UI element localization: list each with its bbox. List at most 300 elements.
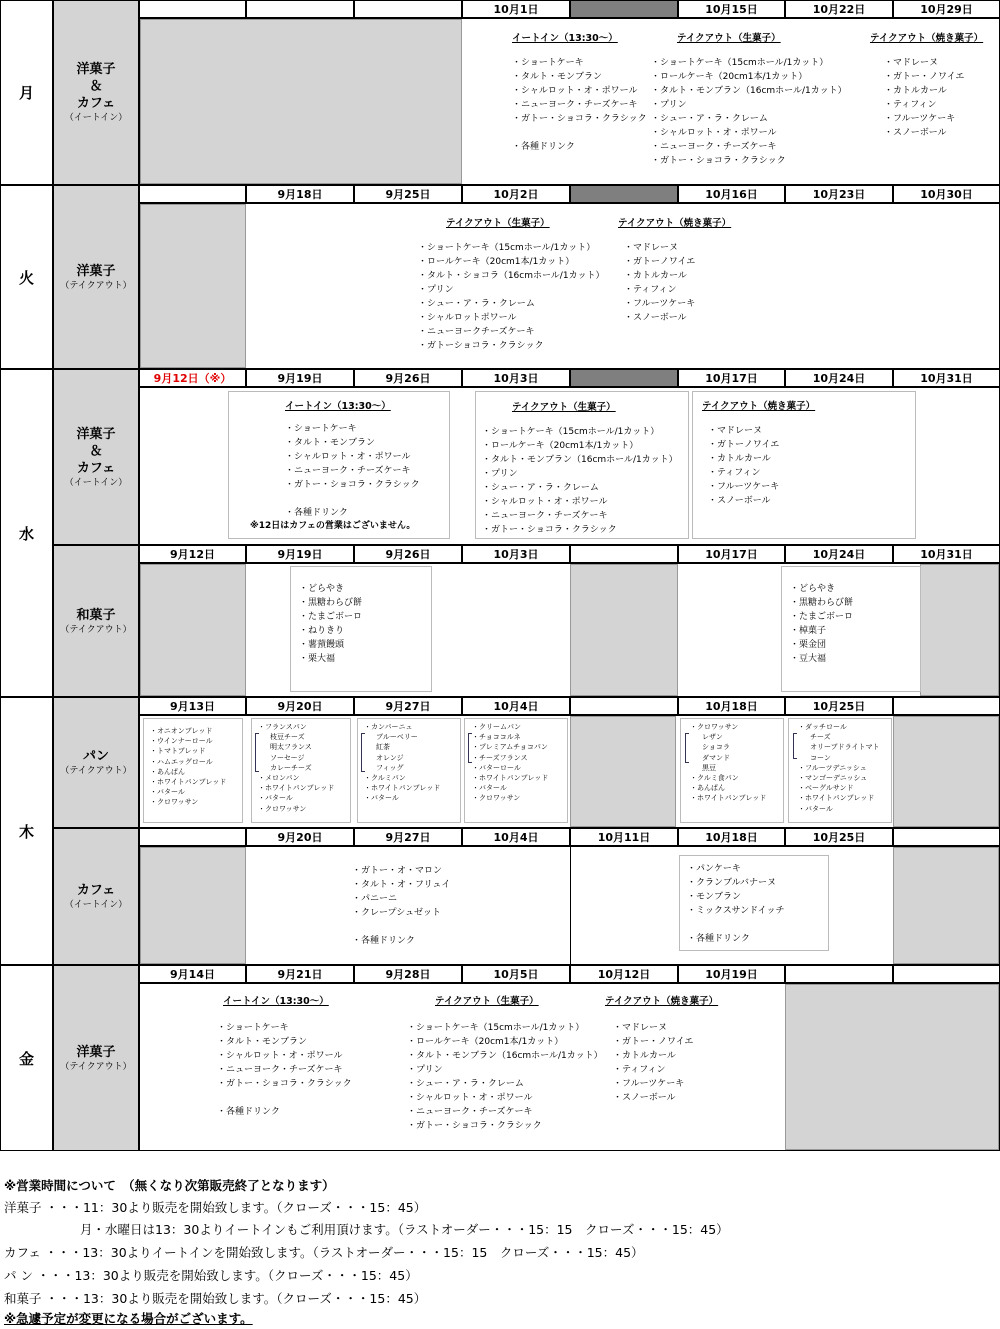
day-friday <box>0 965 53 1151</box>
list-item: ・ニューヨークチーズケーキ <box>418 327 535 337</box>
list-item: ・スノーボール <box>613 1093 676 1103</box>
category-tue <box>53 185 139 369</box>
list-item: ・クロワッサン <box>472 794 521 803</box>
list-item: ・オニオンブレッド <box>150 727 213 735</box>
list-item: ・各種ドリンク <box>687 934 750 944</box>
menu-list <box>217 1021 352 1119</box>
list-item: ・カトルカール <box>884 86 947 96</box>
date-header-cell: 10月17日 <box>678 545 785 563</box>
list-item: ・シャルロットポワール <box>418 313 517 323</box>
day-tuesday <box>0 185 53 369</box>
category-name: カフェ <box>76 883 116 898</box>
list-item: ・プリン <box>407 1065 443 1075</box>
mon-fresh <box>651 30 847 168</box>
list-item: ・ホワイトパンブレッド <box>364 784 441 793</box>
day-monday <box>0 0 53 185</box>
menu-list <box>651 56 847 168</box>
date-header-cell: 9月28日 <box>354 965 462 983</box>
list-item: ・ティフィン <box>613 1065 666 1075</box>
closed-area <box>920 564 999 696</box>
list-item: ・栗大福 <box>299 654 336 664</box>
list-item: ・メロンパン <box>258 774 300 783</box>
section-title: イートイン（13:30～） <box>285 401 391 412</box>
list-item: ・ガトー・ノワイエ <box>613 1037 694 1047</box>
closed-area <box>785 984 999 1150</box>
hours-line-yogashi: 洋菓子 ・・・11：30より販売を開始致します。（クローズ・・・15：45） <box>4 1200 427 1215</box>
bread-list <box>472 722 548 804</box>
section-title: テイクアウト（生菓子） <box>677 33 781 44</box>
category-amp: ＆ <box>89 443 103 459</box>
list-item: ・タルト・モンブラン（16cmホール/1カット） <box>651 86 847 96</box>
date-header-cell <box>785 965 893 983</box>
list-item: ・シャルロット・オ・ポワール <box>651 128 777 138</box>
list-item: ・黒糖わらび餅 <box>299 598 363 608</box>
day-thursday <box>0 697 53 965</box>
category-sub: （テイクアウト） <box>60 280 132 291</box>
date-header-cell: 9月27日 <box>354 828 462 846</box>
list-item: ・ニューヨーク・チーズケーキ <box>217 1065 343 1075</box>
category-thu2 <box>53 828 139 965</box>
wed1-eatin <box>285 398 420 520</box>
list-item <box>687 918 784 932</box>
list-item: 紅茶 <box>376 743 390 752</box>
date-header-cell <box>570 369 678 387</box>
list-item: ・チーズフランス <box>472 753 528 762</box>
bracket-icon <box>793 733 797 759</box>
date-header-cell: 10月25日 <box>785 697 893 715</box>
hours-line-bread: パ ン ・・・13：30より販売を開始致します。（クローズ・・・15：45） <box>4 1268 418 1283</box>
list-item: ・バタール <box>364 794 399 803</box>
list-item: ・ホワイトパンブレッド <box>472 774 549 783</box>
list-item: ・チョココルネ <box>472 733 521 742</box>
wagashi-list-a <box>299 582 362 666</box>
list-item: ・ねりきり <box>299 626 345 636</box>
date-header-cell: 9月27日 <box>354 697 462 715</box>
date-header-cell: 10月22日 <box>785 0 893 18</box>
list-item: ショコラ <box>702 743 730 752</box>
date-header-cell: 9月12日（※） <box>139 369 246 387</box>
list-item: ・ショートケーキ（15cmホール/1カット） <box>651 58 829 68</box>
list-item: ・ロールケーキ（20cm1本/1カット） <box>407 1037 564 1047</box>
list-item: ・ガトー・ショコラ・クラシック <box>482 525 617 535</box>
list-item: ・ニューヨーク・チーズケーキ <box>407 1107 533 1117</box>
list-item: ・シャルロット・オ・ポワール <box>407 1093 533 1103</box>
list-item <box>352 920 450 934</box>
list-item: ・棹菓子 <box>790 626 827 636</box>
menu-list <box>418 241 604 353</box>
wed1-baked <box>702 398 815 508</box>
list-item: ・タルト・モンブラン <box>512 72 603 82</box>
bracket-icon <box>361 733 365 772</box>
list-item: ・ロールケーキ（20cm1本/1カット） <box>651 72 808 82</box>
list-item: ・どらやき <box>790 584 836 594</box>
closed-area <box>140 847 246 964</box>
category-sub: （テイクアウト） <box>60 766 132 776</box>
list-item: ・フランスパン <box>258 723 307 731</box>
section-title: イートイン（13:30～） <box>512 33 618 44</box>
list-item: ・マドレーヌ <box>624 243 679 253</box>
list-item: ・栗金団 <box>790 640 827 650</box>
list-item: ・マンゴーデニッシュ <box>798 774 868 783</box>
date-header-cell: 10月15日 <box>678 0 785 18</box>
list-item: ・カトルカール <box>624 271 687 281</box>
list-item: レザン <box>702 733 723 742</box>
list-item: ・クリームパン <box>472 723 521 731</box>
list-item: ・クランブルバナーヌ <box>687 878 777 888</box>
list-item: ・ガトー・ショコラ・クラシック <box>512 114 647 124</box>
list-item: ・プリン <box>418 285 454 295</box>
list-item: ・タルト・モンブラン（16cmホール/1カット） <box>407 1051 603 1061</box>
menu-list <box>708 424 815 508</box>
date-header-cell <box>139 828 246 846</box>
list-item: ・バタール <box>798 804 833 813</box>
date-header-cell: 10月24日 <box>785 545 893 563</box>
bread-list <box>150 726 226 808</box>
list-item: カレーチーズ <box>270 763 312 772</box>
list-item: ・ホワイトパンブレッド <box>258 784 335 793</box>
hours-heading: ※営業時間について （無くなり次第販売終了となります） <box>4 1178 335 1193</box>
date-header-cell <box>893 828 1000 846</box>
section-title: テイクアウト（焼き菓子） <box>870 33 984 44</box>
list-item: ・ニューヨーク・チーズケーキ <box>482 511 608 521</box>
list-item: ・ウインナーロール <box>150 737 213 746</box>
list-item: ・ダッチロール <box>798 723 847 731</box>
list-item: ・カンパーニュ <box>364 723 413 731</box>
list-item: ・プリン <box>651 100 687 110</box>
category-name2: カフェ <box>76 96 116 111</box>
tue-fresh <box>418 215 604 353</box>
fri-fresh <box>407 993 603 1133</box>
category-name: 洋菓子 <box>76 62 116 77</box>
list-item: ・シュー・ア・ラ・クレーム <box>407 1079 524 1089</box>
menu-list <box>884 56 983 140</box>
list-item: ・ニューヨーク・チーズケーキ <box>285 466 411 476</box>
category-sub: （イートイン） <box>64 900 128 910</box>
menu-list <box>512 56 647 154</box>
date-header-cell: 9月14日 <box>139 965 246 983</box>
list-item: ・スノーボール <box>624 313 687 323</box>
list-item: ・タルト・モンブラン <box>285 438 376 448</box>
date-header-cell <box>893 965 1000 983</box>
date-header-cell: 9月26日 <box>354 545 462 563</box>
list-item: ・豆大福 <box>790 654 827 664</box>
section-title: テイクアウト（焼き菓子） <box>702 401 816 412</box>
category-fri <box>53 965 139 1151</box>
list-item: ・たまごボーロ <box>790 612 854 622</box>
list-item: ・シャルロット・オ・ポワール <box>217 1051 343 1061</box>
menu-list <box>482 425 678 537</box>
list-item <box>512 126 647 140</box>
list-item: ・あんぱん <box>690 784 725 793</box>
fri-baked <box>605 993 718 1105</box>
list-item: 黒豆 <box>702 763 716 772</box>
list-item: ・ティフィン <box>884 100 937 110</box>
list-item: ・クルミ食パン <box>690 774 739 783</box>
closed-area <box>140 19 462 184</box>
date-header-cell: 9月21日 <box>246 965 354 983</box>
mon-baked <box>870 30 983 140</box>
list-item: ・シャルロット・オ・ポワール <box>285 452 411 462</box>
closed-area <box>570 716 676 827</box>
list-item: ・フルーツケーキ <box>613 1079 685 1089</box>
category-mon <box>53 0 139 185</box>
list-item: ・ニューヨーク・チーズケーキ <box>651 142 777 152</box>
section-title: テイクアウト（生菓子） <box>435 996 539 1007</box>
date-header-cell: 10月3日 <box>462 545 570 563</box>
date-header-cell: 10月30日 <box>893 185 1000 203</box>
list-item: ・あんぱん <box>150 767 185 776</box>
date-header-cell: 10月25日 <box>785 828 893 846</box>
list-item: ・ガトー・ショコラ・クラシック <box>217 1079 352 1089</box>
list-item: コーン <box>810 753 831 762</box>
bread-list <box>364 722 440 804</box>
bracket-icon <box>255 733 259 772</box>
list-item: ・ホワイトパンブレッド <box>798 794 875 803</box>
list-item: ・クレープシュゼット <box>352 908 441 918</box>
list-item: ・モンブラン <box>687 892 742 902</box>
list-item: ・タルト・モンブラン <box>217 1037 308 1047</box>
list-item: ・どらやき <box>299 584 345 594</box>
list-item: ・ガトー・ショコラ・クラシック <box>407 1121 542 1131</box>
list-item: ・薯蕷饅頭 <box>299 640 345 650</box>
day-wednesday <box>0 369 53 697</box>
date-header-cell: 10月24日 <box>785 369 893 387</box>
list-item: ・ショートケーキ <box>512 58 584 68</box>
list-item: ・フルーツケーキ <box>708 482 780 492</box>
category-name: 洋菓子 <box>76 263 116 279</box>
list-item: ・ガトーノワイエ <box>624 257 696 267</box>
closed-area <box>893 847 999 964</box>
category-name2: カフェ <box>76 460 116 476</box>
list-item: ・ニューヨーク・チーズケーキ <box>512 100 638 110</box>
date-header-cell: 9月12日 <box>139 545 246 563</box>
cafe-list-b <box>687 862 784 946</box>
date-header-cell <box>570 0 678 18</box>
date-header-cell <box>139 185 246 203</box>
date-header-cell: 9月19日 <box>246 545 354 563</box>
list-item <box>217 1091 352 1105</box>
mon-eatin <box>512 30 647 154</box>
list-item: ・ガトー・オ・マロン <box>352 866 443 876</box>
list-item: ・ロールケーキ（20cm1本/1カット） <box>482 441 639 451</box>
cafe-list-a <box>352 864 450 948</box>
list-item: ・ガトー・ショコラ・クラシック <box>285 480 420 490</box>
date-header-cell: 10月4日 <box>462 828 570 846</box>
list-item: ・フルーツケーキ <box>884 114 956 124</box>
list-item: ・ハムエッグロール <box>150 757 213 766</box>
category-wed2 <box>53 545 139 697</box>
date-header-cell: 10月2日 <box>462 185 570 203</box>
list-item: ソーセージ <box>270 753 305 762</box>
closed-area <box>893 716 999 827</box>
list-item: ・クロワッサン <box>258 804 307 813</box>
section-title: テイクアウト（焼き菓子） <box>618 218 732 229</box>
date-header-cell <box>570 697 678 715</box>
list-item: ・シュー・ア・ラ・クレーム <box>651 114 768 124</box>
list-item: ・ロールケーキ（20cm1本/1カット） <box>418 257 575 267</box>
list-item: ・マドレーヌ <box>884 58 939 68</box>
category-thu1 <box>53 697 139 828</box>
list-item: 枝豆チーズ <box>270 733 305 742</box>
list-item: ・パンケーキ <box>687 864 741 874</box>
list-item: ・カトルカール <box>613 1051 676 1061</box>
list-item: ・バターロール <box>472 763 521 772</box>
date-header-cell: 10月18日 <box>678 697 785 715</box>
bread-list <box>258 722 334 814</box>
date-header-cell: 10月5日 <box>462 965 570 983</box>
category-sub: （イートイン） <box>64 113 128 123</box>
date-header-cell: 10月31日 <box>893 369 1000 387</box>
hours-line-cafe: カフェ ・・・13：30よりイートインを開始致します。（ラストオーダー・・・15：15 クローズ・・・15：45） <box>4 1245 644 1260</box>
list-item: ・バタール <box>150 788 185 797</box>
date-header-cell: 9月25日 <box>354 185 462 203</box>
category-name: 和菓子 <box>76 607 116 623</box>
day-label: 金 <box>18 1049 34 1068</box>
list-item: ・ガトーノワイエ <box>708 440 780 450</box>
section-title: テイクアウト（生菓子） <box>512 402 616 413</box>
closed-area <box>570 564 678 696</box>
fri-eatin <box>217 993 352 1119</box>
list-item: ・タルト・ショコラ（16cmホール/1カット） <box>418 271 605 281</box>
category-sub: （テイクアウト） <box>60 1061 132 1072</box>
list-item: ・ショートケーキ（15cmホール/1カット） <box>407 1023 585 1033</box>
list-item: ・フルーツデニッシュ <box>798 763 867 772</box>
date-header-cell <box>354 0 462 18</box>
list-item: ・ガトーショコラ・クラシック <box>418 341 544 351</box>
list-item: ・プリン <box>482 469 518 479</box>
list-item: ・ティフィン <box>708 468 761 478</box>
list-item <box>285 492 420 506</box>
date-header-cell <box>139 0 246 18</box>
date-header-cell: 9月26日 <box>354 369 462 387</box>
menu-list <box>407 1021 603 1133</box>
menu-list <box>624 241 731 325</box>
date-header-cell <box>246 0 354 18</box>
list-item: ブルーベリー <box>376 733 418 742</box>
list-item: ・各種ドリンク <box>512 142 575 152</box>
bread-list <box>690 722 766 804</box>
list-item: ・タルト・オ・フリュイ <box>352 880 451 890</box>
list-item: ・各種ドリンク <box>352 936 415 946</box>
list-item: ・クルミパン <box>364 774 406 783</box>
list-item: オリーブドライトマト <box>810 743 880 752</box>
list-item: ・マドレーヌ <box>708 426 763 436</box>
list-item: ・バタール <box>258 794 293 803</box>
category-sub: （テイクアウト） <box>60 624 132 635</box>
date-header-cell: 10月17日 <box>678 369 785 387</box>
list-item: ・シャルロット・オ・ポワール <box>512 86 638 96</box>
day-label: 火 <box>18 268 34 287</box>
wed1-fresh <box>482 399 678 537</box>
tue-baked <box>618 215 731 325</box>
date-header-cell: 10月23日 <box>785 185 893 203</box>
list-item: ・クロワッサン <box>690 723 739 731</box>
date-header-cell: 10月16日 <box>678 185 785 203</box>
list-item: ・タルト・モンブラン（16cmホール/1カット） <box>482 455 678 465</box>
date-header-cell: 10月11日 <box>570 828 678 846</box>
list-item: ・シャルロット・オ・ポワール <box>482 497 608 507</box>
change-notice: ※急遽予定が変更になる場合がございます。 <box>4 1311 253 1326</box>
hours-line-wagashi: 和菓子 ・・・13：30より販売を開始致します。（クローズ・・・15：45） <box>4 1291 427 1306</box>
section-title: イートイン（13:30～） <box>223 996 329 1007</box>
menu-list <box>613 1021 718 1105</box>
divider <box>570 847 571 964</box>
list-item: ・各種ドリンク <box>285 508 348 518</box>
category-wed1 <box>53 369 139 545</box>
category-sub: （イートイン） <box>64 477 128 488</box>
bracket-icon <box>468 733 472 763</box>
list-item: ・マドレーヌ <box>613 1023 668 1033</box>
date-header-cell: 9月18日 <box>246 185 354 203</box>
list-item: ・ベーグルサンド <box>798 784 854 793</box>
date-header-cell: 10月29日 <box>893 0 1000 18</box>
date-header-cell: 10月3日 <box>462 369 570 387</box>
day-label: 木 <box>18 822 34 841</box>
hours-line-eatin: 月・水曜日は13：30よりイートインもご利用頂けます。（ラストオーダー・・・15：15 クローズ・・・15：45） <box>80 1222 729 1237</box>
list-item: ・スノーボール <box>708 496 771 506</box>
list-item: ・ホワイトパンブレッド <box>690 794 767 803</box>
list-item: チーズ <box>810 733 831 742</box>
date-header-cell: 9月20日 <box>246 697 354 715</box>
list-item: ・クロワッサン <box>150 798 199 807</box>
bread-list <box>798 722 879 814</box>
category-amp: ＆ <box>89 79 103 94</box>
date-header-cell: 9月13日 <box>139 697 246 715</box>
date-header-cell: 9月20日 <box>246 828 354 846</box>
date-header-cell <box>570 185 678 203</box>
list-item: ・ショートケーキ（15cmホール/1カット） <box>418 243 596 253</box>
date-header-cell: 10月12日 <box>570 965 678 983</box>
list-item: ダマンド <box>702 753 730 762</box>
menu-list <box>285 422 420 520</box>
list-item: ・シュー・ア・ラ・クレーム <box>418 299 535 309</box>
closed-area <box>140 564 246 696</box>
category-name: 洋菓子 <box>76 1044 116 1060</box>
list-item: ・プレミアムチョコパン <box>472 743 548 752</box>
list-item: ・ミックスサンドイッチ <box>687 906 785 916</box>
day-label: 水 <box>18 524 34 543</box>
date-header-cell: 10月18日 <box>678 828 785 846</box>
date-header-cell <box>893 697 1000 715</box>
list-item: ・バタール <box>472 784 507 793</box>
list-item: ・ティフィン <box>624 285 677 295</box>
list-item: ・ガトー・ノワイエ <box>884 72 965 82</box>
list-item: ・シュー・ア・ラ・クレーム <box>482 483 599 493</box>
list-item: ・フルーツケーキ <box>624 299 696 309</box>
list-item: フィッグ <box>376 763 404 772</box>
date-header-cell: 10月31日 <box>893 545 1000 563</box>
list-item: ・スノーボール <box>884 128 947 138</box>
list-item: ・各種ドリンク <box>217 1107 280 1117</box>
list-item: ・ショートケーキ（15cmホール/1カット） <box>482 427 660 437</box>
date-header-cell: 10月1日 <box>462 0 570 18</box>
day-label: 月 <box>18 84 34 102</box>
list-item: ・カトルカール <box>708 454 771 464</box>
list-item: オレンジ <box>376 753 404 762</box>
list-item: ・ホワイトパンブレッド <box>150 778 227 787</box>
list-item: ・パニーニ <box>352 894 398 904</box>
list-item: 明太フランス <box>270 743 312 752</box>
list-item: ・ショートケーキ <box>285 424 357 434</box>
category-name: パン <box>82 749 109 764</box>
list-item: ・黒糖わらび餅 <box>790 598 854 608</box>
section-title: テイクアウト（生菓子） <box>446 218 550 229</box>
list-item: ・トマトブレッド <box>150 747 206 756</box>
list-item: ・ガトー・ショコラ・クラシック <box>651 156 786 166</box>
closed-area <box>140 204 246 368</box>
cafe-closed-note: ※12日はカフェの営業はございません。 <box>250 521 416 531</box>
list-item: ・たまごボーロ <box>299 612 363 622</box>
